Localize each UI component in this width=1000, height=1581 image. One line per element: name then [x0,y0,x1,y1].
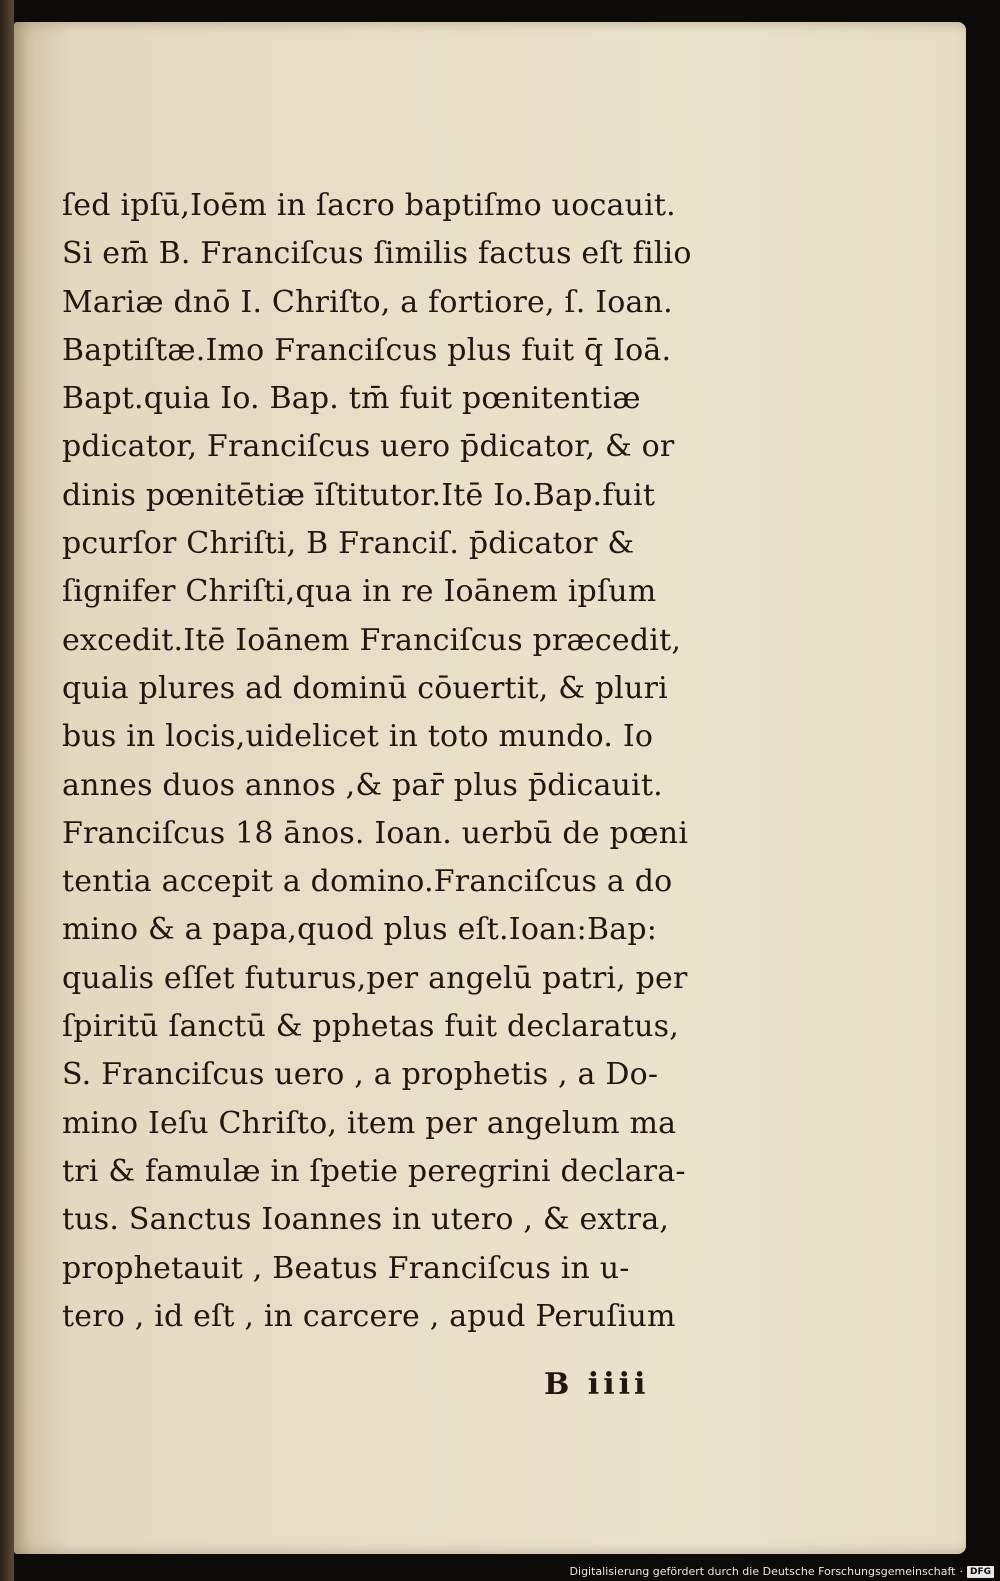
text-line: prophetauit , Beatus Franciſcus in u- [62,1250,630,1286]
dfg-logo-icon: DFG [967,1566,994,1578]
text-line: pdicator, Franciſcus uero p̄dicator, & or [62,429,675,465]
text-line: dinis pœnitētiæ īſtitutor.Itē Io.Bap.fuit [62,477,656,513]
book-page [14,22,966,1554]
text-line: S. Franciſcus uero , a prophetis , a Do- [62,1057,659,1093]
text-line: quia plures ad dominū cōuertit, & pluri [62,670,668,706]
text-line: tero , id eſt , in carcere , apud Peruſium [62,1298,676,1334]
credit-text: Digitalisierung gefördert durch die Deutsche Forschungsgemeinschaft [569,1565,956,1578]
text-line: mino Ieſu Chriſto, item per angelum ma [62,1105,677,1141]
text-line: tri & famulæ in ſpetie peregrini declara- [62,1153,686,1189]
text-line: Si em̄ B. Franciſcus ſimilis factus eſt filio [62,236,692,272]
text-line: tus. Sanctus Ioannes in utero , & extra, [62,1202,670,1238]
book-spine-edge [0,0,14,1581]
text-line: ſed ipſū,Ioēm in ſacro baptiſmo uocauit. [62,188,676,223]
text-line: Franciſcus 18 ānos. Ioan. uerbū de pœni [62,815,689,851]
digitization-credit: Digitalisierung gefördert durch die Deutsche Forschungsgemeinschaft · DFG [570,1565,994,1578]
page-text [62,182,762,1341]
text-line: bus in locis,uidelicet in toto mundo. Io [62,719,654,755]
text-line: excedit.Itē Ioānem Franciſcus præcedit, [62,622,682,658]
text-line: ſignifer Chriſti,qua in re Ioānem ipſum [62,574,657,610]
signature-mark: B iiii [544,1367,650,1402]
text-line: pcurſor Chriſti, B Franciſ. p̄dicator & [62,526,635,562]
text-line: qualis eſſet futurus,per angelū patri, per [62,960,688,996]
text-line: ſpiritū ſanctū & pphetas fuit declaratus, [62,1009,679,1045]
text-line: tentia accepit a domino.Franciſcus a do [62,864,673,900]
text-line: annes duos annos ,& par̄ plus p̄dicauit. [62,767,663,803]
text-line: Bapt.quia Io. Bap. tm̄ fuit pœnitentiæ [62,381,641,417]
text-line: Baptiſtæ.Imo Franciſcus plus fuit q̄ Ioā. [62,332,672,368]
text-line: mino & a papa,quod plus eſt.Ioan:Bap: [62,912,658,948]
text-line: Mariæ dnō I. Chriſto, a fortiore, ſ. Ioan. [62,284,673,320]
